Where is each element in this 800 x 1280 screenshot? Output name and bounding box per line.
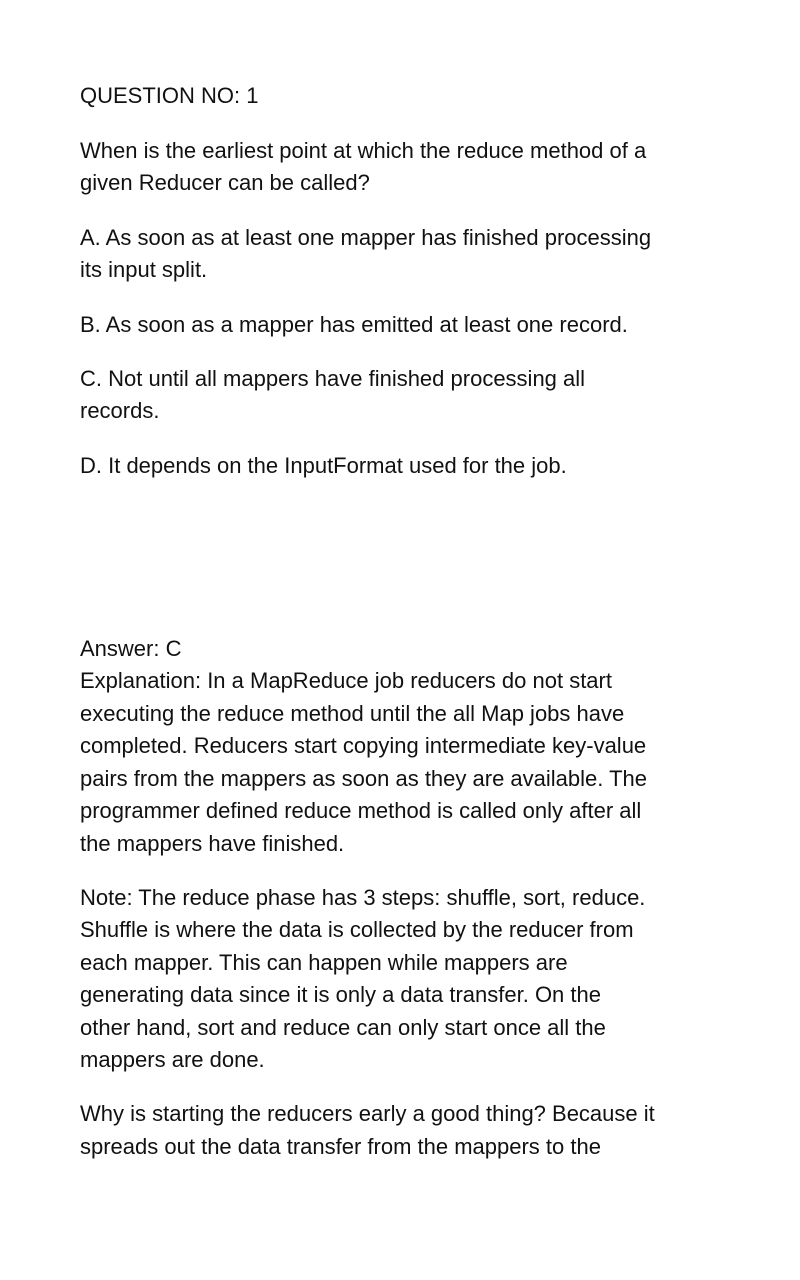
option-c-line: C. Not until all mappers have finished processing all (80, 366, 586, 391)
note-line: generating data since it is only a data transfer. On the (80, 982, 601, 1007)
note-line: Note: The reduce phase has 3 steps: shuffle, sort, reduce. (80, 885, 646, 910)
note-line: Shuffle is where the data is collected by the reducer from (80, 917, 634, 942)
answer-label: Answer: C (80, 636, 182, 661)
explanation-line: Explanation: In a MapReduce job reducers do not start (80, 668, 612, 693)
option-d-line: D. It depends on the InputFormat used for the job. (80, 453, 567, 478)
note-line: each mapper. This can happen while mappers are (80, 950, 568, 975)
note-line: mappers are done. (80, 1047, 265, 1072)
note-line: other hand, sort and reduce can only start once all the (80, 1015, 606, 1040)
option-b-line: B. As soon as a mapper has emitted at least one record. (80, 312, 628, 337)
explanation-line: executing the reduce method until the all Map jobs have (80, 701, 625, 726)
explanation-line: pairs from the mappers as soon as they are available. The (80, 766, 648, 791)
option-c-line: records. (80, 398, 160, 423)
question-prompt-line: given Reducer can be called? (80, 170, 370, 195)
why-line: Why is starting the reducers early a good thing? Because it (80, 1101, 655, 1126)
option-a-line: its input split. (80, 257, 208, 282)
question-prompt-line: When is the earliest point at which the reduce method of a (80, 138, 647, 163)
explanation-line: the mappers have finished. (80, 831, 345, 856)
question-heading: QUESTION NO: 1 (80, 83, 259, 108)
option-a-line: A. As soon as at least one mapper has finished processing (80, 225, 652, 250)
why-line: spreads out the data transfer from the mappers to the (80, 1134, 601, 1159)
explanation-line: completed. Reducers start copying intermediate key-value (80, 733, 647, 758)
explanation-line: programmer defined reduce method is called only after all (80, 798, 642, 823)
